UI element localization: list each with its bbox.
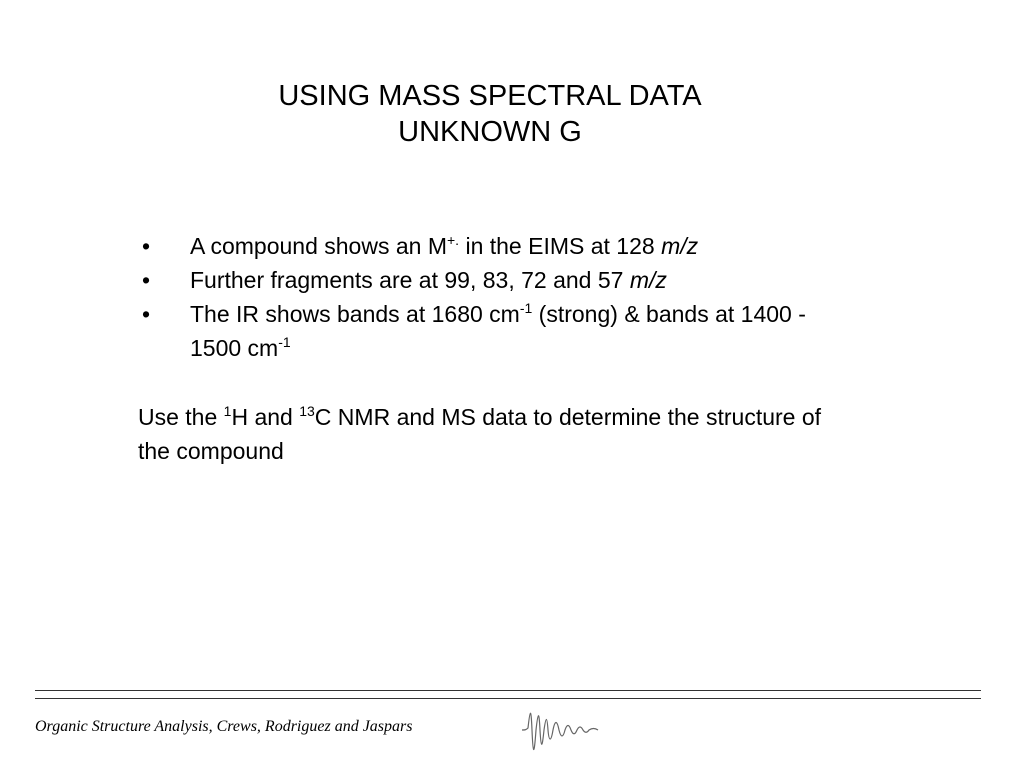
slide-title-line-1: USING MASS SPECTRAL DATA [278, 80, 702, 112]
bullet-text-part: A compound shows an M [190, 233, 447, 259]
paragraph-text-part: C NMR and MS data to determine the structure of the compound [138, 404, 822, 464]
bullet-text [190, 229, 858, 263]
footer-citation: Organic Structure Analysis, Crews, Rodriguez and Jaspars [35, 718, 413, 735]
isotope-superscript: 13 [299, 403, 315, 419]
bullet-text-part: in the EIMS at 128 [459, 233, 662, 259]
paragraph-text-part: Use the [138, 404, 224, 430]
bullet-text [190, 263, 858, 297]
bullet-marker: • [142, 267, 151, 293]
bullet-item [138, 229, 858, 263]
spectrum-wave-icon [520, 700, 610, 762]
footer-divider-top [35, 690, 981, 691]
exponent-superscript: -1 [278, 334, 291, 350]
footer-divider-bottom [35, 698, 981, 699]
unit-mz: m/z [661, 233, 699, 259]
charge-superscript: +. [446, 232, 460, 248]
bullet-item [138, 297, 858, 365]
bullet-item [138, 263, 858, 297]
isotope-superscript: 1 [223, 403, 232, 419]
bullet-text-part: The IR shows bands at 1680 cm [190, 301, 520, 327]
paragraph-text-part: H and [231, 404, 300, 430]
exponent-superscript: -1 [519, 300, 533, 316]
slide-title [0, 78, 980, 150]
bullet-marker: • [142, 233, 151, 259]
bullet-text-part: Further fragments are at 99, 83, 72 and 57 [190, 267, 630, 293]
slide-title-line-2: UNKNOWN G [398, 116, 582, 148]
bullet-text-part: (strong) & bands at 1400 - 1500 cm [190, 301, 806, 361]
bullet-text [190, 297, 858, 365]
bullet-marker: • [142, 301, 151, 327]
bullet-list [138, 229, 858, 365]
instruction-paragraph [138, 400, 858, 468]
unit-mz: m/z [629, 267, 667, 293]
